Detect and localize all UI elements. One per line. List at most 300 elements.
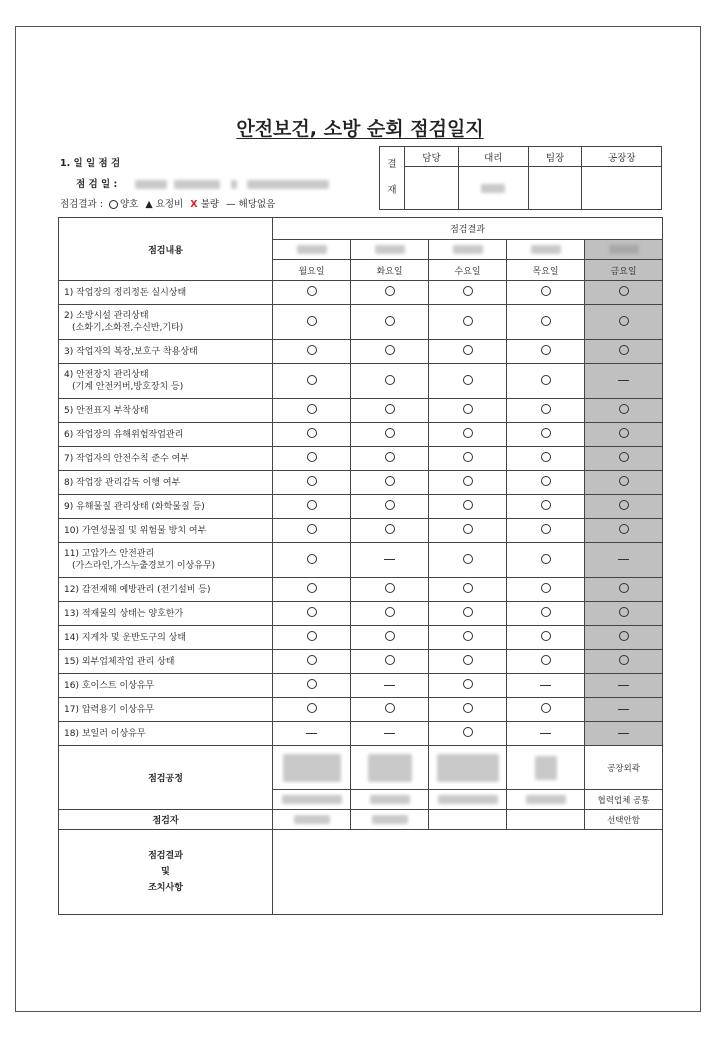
result-cell[interactable] bbox=[351, 471, 429, 495]
result-cell[interactable] bbox=[273, 495, 351, 519]
circle-icon bbox=[541, 286, 551, 296]
result-cell[interactable] bbox=[273, 399, 351, 423]
item-label-text: 15) 외부업체작업 관리 상태 bbox=[64, 656, 175, 667]
circle-icon bbox=[307, 500, 317, 510]
result-cell[interactable] bbox=[273, 447, 351, 471]
circle-icon bbox=[385, 500, 395, 510]
redacted-date-part bbox=[174, 180, 220, 189]
result-cell[interactable] bbox=[429, 471, 507, 495]
result-cell[interactable] bbox=[429, 423, 507, 447]
inspector-cell[interactable] bbox=[429, 810, 507, 830]
result-cell[interactable] bbox=[507, 722, 585, 746]
result-header: 점검결과 bbox=[273, 218, 663, 240]
result-cell[interactable] bbox=[429, 674, 507, 698]
circle-icon bbox=[619, 583, 629, 593]
circle-icon bbox=[385, 703, 395, 713]
circle-icon bbox=[619, 452, 629, 462]
dash-icon bbox=[618, 709, 629, 710]
day-header: 수요일 bbox=[429, 260, 507, 281]
result-cell[interactable] bbox=[429, 543, 507, 578]
dash-icon bbox=[618, 559, 629, 560]
redacted-date-cell bbox=[585, 240, 663, 260]
item-label bbox=[59, 447, 273, 471]
circle-icon bbox=[307, 631, 317, 641]
table-row bbox=[59, 364, 663, 399]
circle-icon bbox=[463, 345, 473, 355]
result-cell[interactable] bbox=[429, 602, 507, 626]
remarks-label-line: 및 bbox=[161, 867, 170, 877]
circle-icon bbox=[541, 404, 551, 414]
dash-icon bbox=[618, 733, 629, 734]
circle-icon bbox=[463, 452, 473, 462]
circle-icon bbox=[307, 316, 317, 326]
table-row bbox=[59, 650, 663, 674]
table-row bbox=[59, 447, 663, 471]
item-label-text: 16) 호이스트 이상유무 bbox=[64, 680, 155, 691]
result-cell[interactable] bbox=[507, 364, 585, 399]
redacted-date-part bbox=[231, 180, 237, 189]
result-cell[interactable] bbox=[429, 578, 507, 602]
signature-box[interactable] bbox=[528, 167, 582, 210]
approval-role: 대리 bbox=[458, 147, 528, 167]
table-row bbox=[59, 340, 663, 364]
item-sublabel-text: (가스라인,가스누출경보기 이상유무) bbox=[72, 561, 216, 571]
result-cell[interactable] bbox=[273, 543, 351, 578]
item-label bbox=[59, 364, 273, 399]
result-cell[interactable] bbox=[507, 674, 585, 698]
result-cell[interactable] bbox=[351, 519, 429, 543]
process-note: 협력업체 공통 bbox=[585, 790, 663, 810]
approval-side-label-2: 재 bbox=[387, 185, 397, 196]
result-cell[interactable] bbox=[429, 340, 507, 364]
result-cell[interactable] bbox=[585, 722, 663, 746]
cross-icon: X bbox=[190, 199, 198, 210]
result-cell[interactable] bbox=[585, 519, 663, 543]
item-label-text: 8) 작업장 관리감독 이행 여부 bbox=[64, 477, 181, 488]
result-cell[interactable] bbox=[507, 399, 585, 423]
result-cell[interactable] bbox=[429, 519, 507, 543]
redacted-date-cell bbox=[507, 240, 585, 260]
item-label-text: 9) 유해물질 관리상태 (화학물질 등) bbox=[64, 501, 205, 512]
day-header: 목요일 bbox=[507, 260, 585, 281]
redacted-inspector-cell bbox=[351, 810, 429, 830]
item-label-text: 2) 소방시설 관리상태 bbox=[64, 311, 149, 321]
circle-icon bbox=[541, 703, 551, 713]
item-label bbox=[59, 674, 273, 698]
result-cell[interactable] bbox=[351, 340, 429, 364]
result-cell[interactable] bbox=[273, 471, 351, 495]
legend-good: 양호 bbox=[119, 199, 139, 210]
dash-icon bbox=[384, 559, 395, 560]
item-label bbox=[59, 626, 273, 650]
circle-icon bbox=[385, 428, 395, 438]
redacted-process-cell bbox=[507, 790, 585, 810]
redacted-date-cell bbox=[429, 240, 507, 260]
day-header: 금요일 bbox=[585, 260, 663, 281]
item-label-text: 13) 적재물의 상태는 양호한가 bbox=[64, 608, 184, 619]
item-sublabel-text: (소화기,소화전,수신반,기타) bbox=[72, 323, 184, 333]
remarks-label-line: 점검결과 bbox=[148, 851, 183, 861]
result-cell[interactable] bbox=[585, 471, 663, 495]
redacted-date-part bbox=[247, 180, 329, 189]
inspector-label: 점검자 bbox=[59, 810, 273, 830]
circle-icon bbox=[619, 286, 629, 296]
circle-icon bbox=[307, 679, 317, 689]
item-label-text: 10) 가연성물질 및 위험물 방치 여부 bbox=[64, 525, 207, 536]
circle-icon bbox=[619, 607, 629, 617]
redacted-process-cell bbox=[351, 790, 429, 810]
redacted-date-part bbox=[135, 180, 167, 189]
result-cell[interactable] bbox=[351, 423, 429, 447]
result-cell[interactable] bbox=[585, 578, 663, 602]
section-label: 1. 일 일 점 검 bbox=[60, 158, 121, 169]
circle-icon bbox=[463, 607, 473, 617]
circle-icon bbox=[385, 286, 395, 296]
result-cell[interactable] bbox=[351, 543, 429, 578]
dash-icon bbox=[384, 685, 395, 686]
process-note: 공장외곽 bbox=[585, 746, 663, 790]
circle-icon bbox=[463, 476, 473, 486]
inspection-date-row bbox=[76, 176, 329, 190]
result-cell[interactable] bbox=[429, 698, 507, 722]
signature-box[interactable] bbox=[582, 167, 662, 210]
dash-icon bbox=[306, 733, 317, 734]
result-cell[interactable] bbox=[507, 602, 585, 626]
item-label-text: 17) 압력용기 이상유무 bbox=[64, 704, 155, 715]
approval-table bbox=[379, 146, 662, 210]
result-cell[interactable] bbox=[429, 447, 507, 471]
document-title: 안전보건, 소방 순회 점검일지 bbox=[236, 118, 484, 140]
table-row bbox=[59, 471, 663, 495]
item-label-text: 4) 안전장치 관리상태 bbox=[64, 370, 149, 380]
triangle-icon: ▲ bbox=[145, 199, 153, 210]
circle-icon bbox=[541, 428, 551, 438]
result-cell[interactable] bbox=[585, 626, 663, 650]
result-cell[interactable] bbox=[585, 423, 663, 447]
result-cell[interactable] bbox=[585, 650, 663, 674]
circle-icon bbox=[385, 655, 395, 665]
redacted-signature bbox=[481, 184, 505, 193]
redacted-process-cell bbox=[273, 746, 351, 790]
item-label-text: 6) 작업장의 유해위험작업관리 bbox=[64, 429, 184, 440]
result-cell[interactable] bbox=[507, 543, 585, 578]
result-cell[interactable] bbox=[429, 495, 507, 519]
result-cell[interactable] bbox=[273, 340, 351, 364]
result-cell[interactable] bbox=[273, 578, 351, 602]
result-cell[interactable] bbox=[429, 281, 507, 305]
redacted-process-cell bbox=[507, 746, 585, 790]
circle-icon bbox=[307, 554, 317, 564]
legend-bad: 불량 bbox=[200, 199, 219, 210]
circle-icon bbox=[307, 476, 317, 486]
circle-icon bbox=[307, 607, 317, 617]
redacted-process-cell bbox=[273, 790, 351, 810]
item-label bbox=[59, 543, 273, 578]
item-label-text: 5) 안전표지 부착상태 bbox=[64, 405, 149, 416]
redacted-date-cell bbox=[273, 240, 351, 260]
circle-icon bbox=[541, 524, 551, 534]
circle-icon bbox=[385, 631, 395, 641]
result-cell[interactable] bbox=[351, 578, 429, 602]
dash-icon bbox=[618, 685, 629, 686]
circle-icon bbox=[619, 345, 629, 355]
table-row bbox=[59, 305, 663, 340]
item-label-text: 11) 고압가스 안전관리 bbox=[64, 549, 155, 559]
process-label: 점검공정 bbox=[59, 746, 273, 810]
circle-icon bbox=[541, 655, 551, 665]
dash-icon bbox=[618, 380, 629, 381]
signature-box[interactable] bbox=[458, 167, 528, 210]
circle-icon bbox=[385, 452, 395, 462]
circle-icon bbox=[541, 500, 551, 510]
circle-icon bbox=[619, 316, 629, 326]
result-cell[interactable] bbox=[507, 495, 585, 519]
circle-icon bbox=[463, 428, 473, 438]
table-row bbox=[59, 543, 663, 578]
approval-role: 담당 bbox=[405, 147, 459, 167]
circle-icon bbox=[541, 583, 551, 593]
table-row bbox=[59, 602, 663, 626]
circle-icon bbox=[541, 607, 551, 617]
circle-icon bbox=[307, 524, 317, 534]
table-row bbox=[59, 495, 663, 519]
item-label bbox=[59, 578, 273, 602]
result-cell[interactable] bbox=[507, 519, 585, 543]
item-label bbox=[59, 399, 273, 423]
result-cell[interactable] bbox=[429, 305, 507, 340]
circle-icon bbox=[541, 476, 551, 486]
result-cell[interactable] bbox=[507, 447, 585, 471]
result-cell[interactable] bbox=[273, 602, 351, 626]
circle-icon bbox=[619, 655, 629, 665]
circle-icon bbox=[541, 452, 551, 462]
circle-icon bbox=[541, 631, 551, 641]
circle-icon bbox=[385, 524, 395, 534]
circle-icon bbox=[385, 375, 395, 385]
circle-icon bbox=[307, 345, 317, 355]
table-row bbox=[59, 722, 663, 746]
item-label bbox=[59, 519, 273, 543]
day-header: 월요일 bbox=[273, 260, 351, 281]
circle-icon bbox=[307, 655, 317, 665]
result-cell[interactable] bbox=[507, 471, 585, 495]
result-cell[interactable] bbox=[273, 519, 351, 543]
result-cell[interactable] bbox=[351, 602, 429, 626]
inspector-cell[interactable] bbox=[507, 810, 585, 830]
item-sublabel-text: (기계 안전커버,방호장치 등) bbox=[72, 382, 184, 392]
result-cell[interactable] bbox=[507, 626, 585, 650]
result-cell[interactable] bbox=[273, 722, 351, 746]
remarks-label-line: 조치사항 bbox=[148, 883, 183, 893]
result-cell[interactable] bbox=[429, 626, 507, 650]
result-cell[interactable] bbox=[585, 698, 663, 722]
result-cell[interactable] bbox=[585, 447, 663, 471]
circle-icon bbox=[463, 316, 473, 326]
result-cell[interactable] bbox=[585, 543, 663, 578]
result-cell[interactable] bbox=[585, 281, 663, 305]
circle-icon bbox=[463, 500, 473, 510]
item-label bbox=[59, 305, 273, 340]
dash-icon: — bbox=[226, 199, 236, 210]
result-cell[interactable] bbox=[507, 281, 585, 305]
circle-icon bbox=[463, 679, 473, 689]
day-header: 화요일 bbox=[351, 260, 429, 281]
item-label bbox=[59, 650, 273, 674]
item-label-text: 12) 감전재해 예방관리 (전기설비 등) bbox=[64, 584, 211, 595]
result-cell[interactable] bbox=[351, 447, 429, 471]
circle-icon bbox=[463, 583, 473, 593]
legend-needs-fix: 요정비 bbox=[155, 199, 184, 210]
result-cell[interactable] bbox=[585, 602, 663, 626]
item-label-text: 3) 작업자의 복장,보호구 착용상태 bbox=[64, 346, 198, 357]
result-cell[interactable] bbox=[351, 281, 429, 305]
approval-role: 공장장 bbox=[582, 147, 662, 167]
result-cell[interactable] bbox=[507, 578, 585, 602]
inspection-date-label: 점 검 일 : bbox=[76, 179, 118, 190]
circle-icon bbox=[463, 524, 473, 534]
dash-icon bbox=[540, 733, 551, 734]
content-header: 점검내용 bbox=[59, 218, 273, 281]
result-cell[interactable] bbox=[507, 698, 585, 722]
table-row bbox=[59, 281, 663, 305]
result-cell[interactable] bbox=[585, 399, 663, 423]
result-cell[interactable] bbox=[273, 305, 351, 340]
circle-icon bbox=[385, 316, 395, 326]
circle-icon bbox=[307, 286, 317, 296]
table-row bbox=[59, 578, 663, 602]
table-row bbox=[59, 698, 663, 722]
circle-icon bbox=[109, 200, 118, 209]
circle-icon bbox=[463, 286, 473, 296]
circle-icon bbox=[307, 404, 317, 414]
result-cell[interactable] bbox=[507, 650, 585, 674]
result-cell[interactable] bbox=[507, 423, 585, 447]
circle-icon bbox=[619, 524, 629, 534]
result-cell[interactable] bbox=[585, 340, 663, 364]
item-label-text: 1) 작업장의 정리정돈 실시상태 bbox=[64, 287, 187, 298]
result-cell[interactable] bbox=[507, 340, 585, 364]
legend-na: 해당없음 bbox=[238, 199, 276, 210]
result-cell[interactable] bbox=[351, 364, 429, 399]
result-cell[interactable] bbox=[585, 305, 663, 340]
circle-icon bbox=[307, 703, 317, 713]
result-cell[interactable] bbox=[585, 364, 663, 399]
circle-icon bbox=[385, 476, 395, 486]
result-cell[interactable] bbox=[273, 364, 351, 399]
circle-icon bbox=[307, 452, 317, 462]
circle-icon bbox=[463, 703, 473, 713]
result-cell[interactable] bbox=[351, 626, 429, 650]
circle-icon bbox=[619, 428, 629, 438]
result-cell[interactable] bbox=[429, 364, 507, 399]
circle-icon bbox=[385, 583, 395, 593]
item-label bbox=[59, 423, 273, 447]
result-cell[interactable] bbox=[273, 698, 351, 722]
item-label bbox=[59, 471, 273, 495]
circle-icon bbox=[463, 554, 473, 564]
circle-icon bbox=[307, 428, 317, 438]
circle-icon bbox=[385, 404, 395, 414]
table-row bbox=[59, 399, 663, 423]
approval-role: 팀장 bbox=[528, 147, 582, 167]
item-label bbox=[59, 495, 273, 519]
signature-box[interactable] bbox=[405, 167, 459, 210]
circle-icon bbox=[385, 345, 395, 355]
circle-icon bbox=[307, 375, 317, 385]
result-cell[interactable] bbox=[273, 423, 351, 447]
inspector-note: 선택안함 bbox=[585, 810, 663, 830]
result-cell[interactable] bbox=[351, 399, 429, 423]
result-cell[interactable] bbox=[351, 674, 429, 698]
redacted-process-cell bbox=[429, 746, 507, 790]
result-cell[interactable] bbox=[429, 399, 507, 423]
circle-icon bbox=[541, 375, 551, 385]
redacted-process-cell bbox=[351, 746, 429, 790]
item-label bbox=[59, 698, 273, 722]
result-cell[interactable] bbox=[273, 626, 351, 650]
result-cell[interactable] bbox=[507, 305, 585, 340]
inspection-table bbox=[58, 217, 663, 915]
result-cell[interactable] bbox=[351, 722, 429, 746]
circle-icon bbox=[619, 476, 629, 486]
remarks-label bbox=[59, 830, 273, 915]
items-body bbox=[59, 281, 663, 746]
circle-icon bbox=[463, 631, 473, 641]
item-label bbox=[59, 340, 273, 364]
result-cell[interactable] bbox=[351, 698, 429, 722]
circle-icon bbox=[385, 607, 395, 617]
dash-icon bbox=[540, 685, 551, 686]
result-cell[interactable] bbox=[351, 495, 429, 519]
redacted-inspector-cell bbox=[273, 810, 351, 830]
item-label-text: 7) 작업자의 안전수칙 준수 여부 bbox=[64, 453, 190, 464]
table-row bbox=[59, 626, 663, 650]
circle-icon bbox=[541, 554, 551, 564]
result-cell[interactable] bbox=[273, 674, 351, 698]
result-cell[interactable] bbox=[273, 281, 351, 305]
result-legend-label: 점검결과 : bbox=[60, 199, 103, 210]
result-cell[interactable] bbox=[585, 495, 663, 519]
dash-icon bbox=[384, 733, 395, 734]
result-cell[interactable] bbox=[351, 650, 429, 674]
result-cell[interactable] bbox=[585, 674, 663, 698]
item-label-text: 18) 보일러 이상유무 bbox=[64, 728, 146, 739]
redacted-process-cell bbox=[429, 790, 507, 810]
circle-icon bbox=[463, 404, 473, 414]
circle-icon bbox=[463, 727, 473, 737]
item-label bbox=[59, 281, 273, 305]
table-row bbox=[59, 674, 663, 698]
result-cell[interactable] bbox=[429, 650, 507, 674]
item-label bbox=[59, 722, 273, 746]
remarks-field[interactable] bbox=[273, 830, 663, 915]
table-row bbox=[59, 423, 663, 447]
result-cell[interactable] bbox=[273, 650, 351, 674]
circle-icon bbox=[541, 316, 551, 326]
result-legend bbox=[60, 196, 275, 210]
circle-icon bbox=[619, 404, 629, 414]
circle-icon bbox=[307, 583, 317, 593]
circle-icon bbox=[619, 500, 629, 510]
result-cell[interactable] bbox=[351, 305, 429, 340]
circle-icon bbox=[463, 655, 473, 665]
circle-icon bbox=[619, 631, 629, 641]
table-row bbox=[59, 519, 663, 543]
approval-side-label bbox=[380, 147, 405, 210]
result-cell[interactable] bbox=[429, 722, 507, 746]
circle-icon bbox=[463, 375, 473, 385]
circle-icon bbox=[541, 345, 551, 355]
